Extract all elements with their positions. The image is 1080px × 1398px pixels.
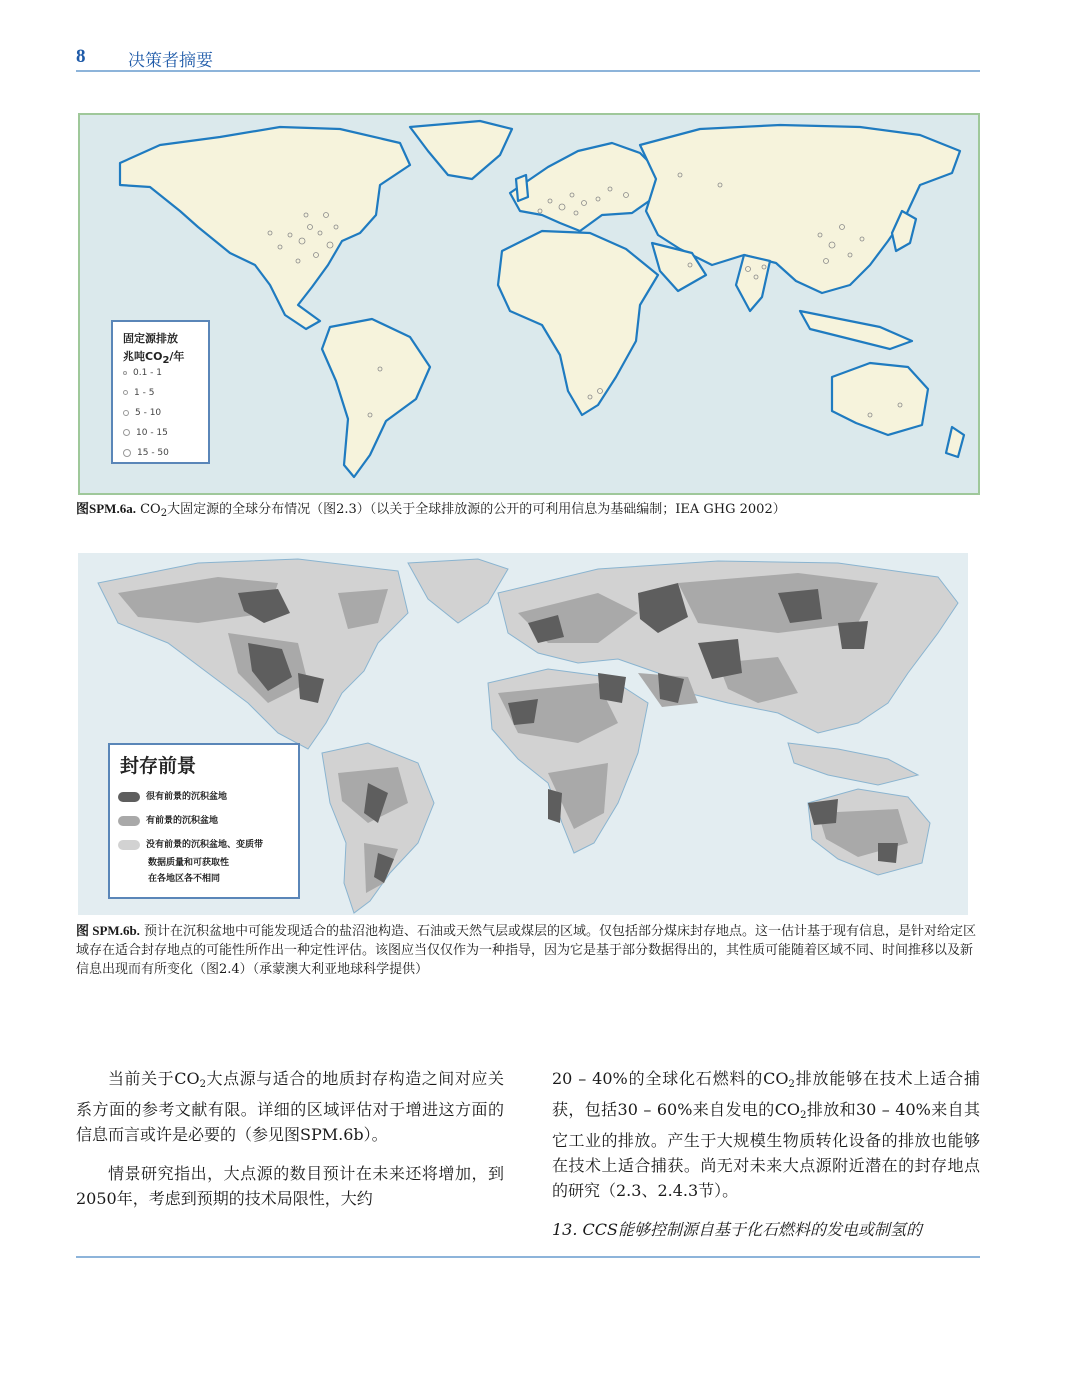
greenland-landmass <box>410 121 512 179</box>
africa-landmass <box>498 231 658 415</box>
legend-a-item: 0.1 - 1 <box>123 368 162 378</box>
running-title: 决策者摘要 <box>128 51 213 71</box>
greenland-land <box>408 559 508 623</box>
southeast-asia-islands <box>800 311 912 349</box>
body-left-column <box>76 1066 504 1211</box>
legend-a-unit: 兆吨CO2/年 <box>123 350 185 366</box>
figure-b-legend <box>108 743 300 899</box>
europe-landmass <box>510 143 664 231</box>
page-header <box>76 44 980 72</box>
australia-landmass <box>832 363 928 435</box>
paragraph: 情景研究指出，大点源的数目预计在未来还将增加，到2050年，考虑到预期的技术局限性，大约 <box>76 1164 504 1208</box>
world-map-sources <box>80 115 978 493</box>
legend-b-item: 有前景的沉积盆地 <box>118 813 218 826</box>
figure-a-map <box>78 113 980 495</box>
figure-b-map <box>78 553 968 915</box>
south-america-land <box>322 743 434 913</box>
header-rule <box>76 70 980 72</box>
page-number: 8 <box>76 46 86 67</box>
footer-rule <box>76 1256 980 1258</box>
legend-b-title: 封存前景 <box>120 755 197 777</box>
new-zealand-landmass <box>946 427 964 457</box>
legend-a-item: 1 - 5 <box>123 388 154 398</box>
figure-a-legend <box>111 320 210 464</box>
legend-b-item: 没有前景的沉积盆地、变质带 <box>118 837 263 850</box>
paragraph: 20 – 40%的全球化石燃料的$CO_2$排放能够在技术上适合捕获，包括30 – 60%来自发电的$CO_2$排放和30 – 40%来自其它工业的排放。产生于大规模生物质转化设备的排放也能够在技术上适合捕获。尚无对未来大点源附近潜在的封存地点的研究（2.3、2.4.3节）。 <box>552 1069 980 1200</box>
body-right-column <box>552 1066 980 1242</box>
figure-a-caption: 图SPM.6a. $CO_2$大固定源的全球分布情况（图2.3）（以关于全球排放源的公开的可利用信息为基础编制；IEA GHG 2002） <box>76 501 786 519</box>
legend-a-item: 5 - 10 <box>123 408 161 418</box>
uk-landmass <box>516 175 528 201</box>
legend-b-note: 数据质量和可获取性 <box>148 858 230 868</box>
north-america-landmass <box>120 127 410 329</box>
figure-b-caption: 图 SPM.6b. 预计在沉积盆地中可能发现适合的盐沼池构造、石油或天然气层或煤层的区域。仅包括部分煤床封存地点。这一估计基于现有信息，是针对给定区域存在适合封存地点的可能性所作出一种定性评估。该图应当仅仅作为一种指导，因为它是基于部分数据得出的，其性质可能随着区域不同、时间推移以及新信息出现而有所变化（图2.4）（承蒙澳大利亚地球科学提供） <box>76 923 977 977</box>
legend-a-item: 10 - 15 <box>123 428 168 438</box>
legend-b-item: 很有前景的沉积盆地 <box>118 789 227 802</box>
legend-a-item: 15 - 50 <box>123 448 169 458</box>
paragraph: 当前关于$CO_2$大点源与适合的地质封存构造之间对应关系方面的参考文献有限。详细的区域评估对于增进这方面的信息而言或许是必要的（参见图SPM.6b）。 <box>76 1069 504 1144</box>
legend-b-note: 在各地区各不相同 <box>148 874 221 884</box>
se-asia-land <box>788 743 918 785</box>
section-heading: 13. CCS能够控制源自基于化石燃料的发电或制氢的 <box>552 1220 922 1239</box>
india-landmass <box>736 255 770 311</box>
south-america-landmass <box>322 319 430 477</box>
legend-a-title: 固定源排放 <box>123 332 178 345</box>
